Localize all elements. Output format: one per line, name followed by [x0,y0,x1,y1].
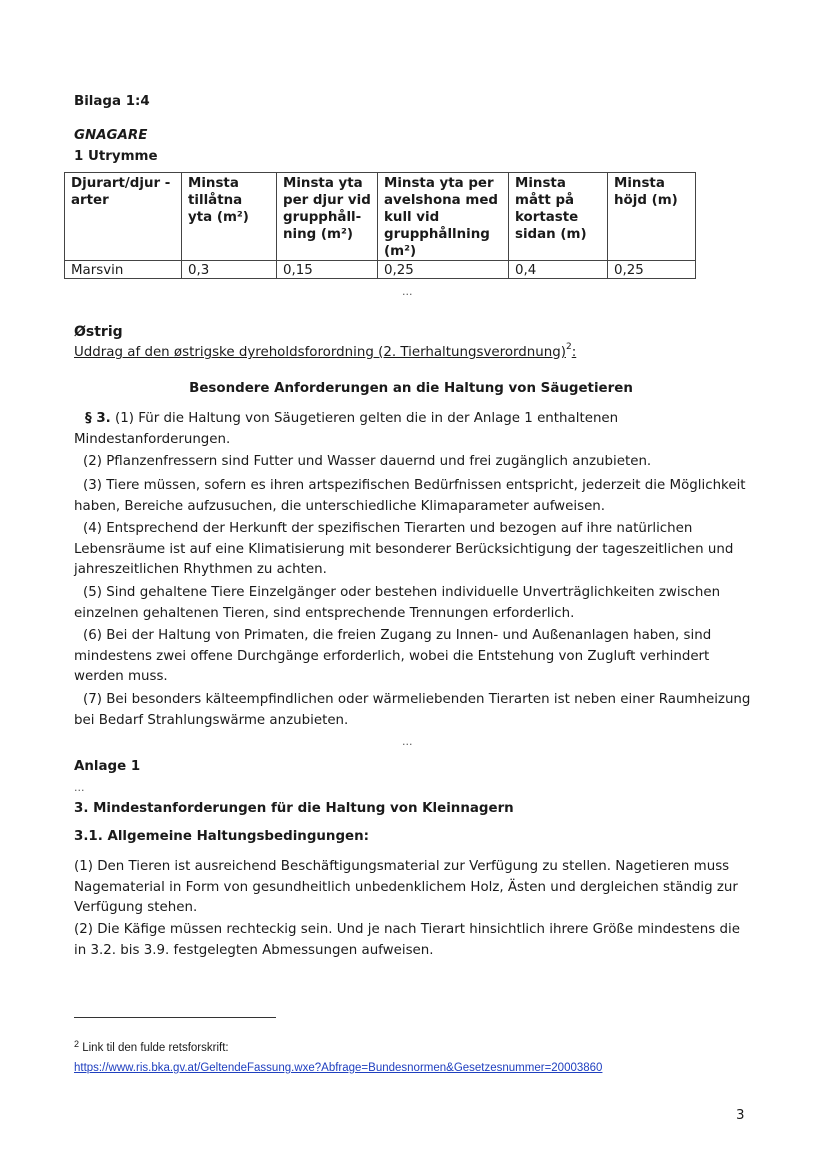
table-cell: 0,25 [608,261,696,279]
space-requirements-table [64,172,696,279]
mindest-heading: 3. Mindestanforderungen für die Haltung von Kleinnagern [74,801,514,816]
table-cell: 0,15 [277,261,378,279]
paragraph-6: (6) Bei der Haltung von Primaten, die freien Zugang zu Innen- und Außenanlagen haben, sind mindestens zwei offene Durchgänge erforderlich, wobei die Entstehung von Zugluft verhindert werden muss. [74,628,712,684]
allgemeine-heading: 3.1. Allgemeine Haltungsbedingungen: [74,829,370,844]
ostrig-intro [74,342,577,360]
paragraph-2: (2) Pflanzenfressern sind Futter und Wasser dauernd und frei zugänglich anzubieten. [83,454,652,469]
paragraph-text: (1) Für die Haltung von Säugetieren gelten die in der Anlage 1 enthaltenen Mindestanforderungen. [74,411,619,447]
section-title: GNAGARE [74,128,148,143]
footnote-number: 2 [74,1039,80,1049]
ellipsis: ... [74,781,85,794]
table-header-row [65,173,696,261]
table-header-cell: Minsta yta per avelshona med kull vid grupphållning (m²) [378,173,509,261]
table-header-cell: Minsta yta per djur vid grupphåll- ning (m²) [277,173,378,261]
paragraph-4: (4) Entsprechend der Herkunft der spezifischen Tierarten und bezogen auf ihre natürlichen Lebensräume ist auf eine Klimatisierung mit besonderer Berücksichtigung der tageszeitlichen und jahreszeitlichen Rhythmen zu achten. [74,521,734,577]
ostrig-heading: Østrig [74,324,123,340]
footnote-label: Link til den fulde retsforskrift: [82,1042,229,1054]
paragraph-1 [74,409,754,450]
table-header-cell: Minsta mått på kortaste sidan (m) [509,173,608,261]
footnote-divider [74,1017,276,1018]
ellipsis: ... [402,285,413,298]
paragraph-7: (7) Bei besonders kälteempfindlichen oder wärmeliebenden Tierarten ist neben einer Raumheizung bei Bedarf Strahlungswärme anzubieten. [74,692,751,728]
table-cell: Marsvin [65,261,182,279]
table-cell: 0,3 [182,261,277,279]
anlage-paragraph-2: (2) Die Käfige müssen rechteckig sein. Und je nach Tierart hinsichtlich ihrere Größe mindestens die in 3.2. bis 3.9. festgelegten Abmessungen aufweisen. [74,922,740,958]
table-cell: 0,4 [509,261,608,279]
table-row [65,261,696,279]
section-mark: § 3. [85,411,111,426]
ostrig-intro-text: Uddrag af den østrigske dyreholdsforordning (2. Tierhaltungsverordnung) [74,345,566,360]
subsection-title: 1 Utrymme [74,149,158,164]
page-number: 3 [736,1108,745,1123]
table-cell: 0,25 [378,261,509,279]
ellipsis: ... [402,735,413,748]
anlage-paragraph-1: (1) Den Tieren ist ausreichend Beschäftigungsmaterial zur Verfügung zu stellen. Nagetieren muss Nagematerial in Form von gesundheitlich unbedenklichem Holz, Ästen und dergleichen ständig zur Verfügung stehen. [74,859,738,915]
paragraph-3: (3) Tiere müssen, sofern es ihren artspezifischen Bedürfnissen entspricht, jederzeit die Möglichkeit haben, Bereiche aufzusuchen, die unterschiedliche Klimaparameter aufweisen. [74,478,746,514]
paragraph-5: (5) Sind gehaltene Tiere Einzelgänger oder bestehen individuelle Unverträglichkeiten zwischen einzelnen gehaltenen Tieren, sind entsprechende Trennungen erforderlich. [74,585,721,621]
footnote-ref[interactable]: 2 [566,342,572,352]
table-header-cell: Djurart/djur -arter [65,173,182,261]
anlage-heading: Anlage 1 [74,759,141,774]
footnote-label-line [74,1039,229,1054]
table-header-cell: Minsta höjd (m) [608,173,696,261]
bilaga-label: Bilaga 1:4 [74,94,150,109]
footnote-link[interactable]: https://www.ris.bka.gv.at/GeltendeFassung.wxe?Abfrage=Bundesnormen&Gesetzesnummer=20003860 [74,1062,603,1074]
table-header-cell: Minsta tillåtna yta (m²) [182,173,277,261]
centered-heading: Besondere Anforderungen an die Haltung von Säugetieren [189,381,633,396]
ostrig-intro-colon: : [571,345,577,360]
